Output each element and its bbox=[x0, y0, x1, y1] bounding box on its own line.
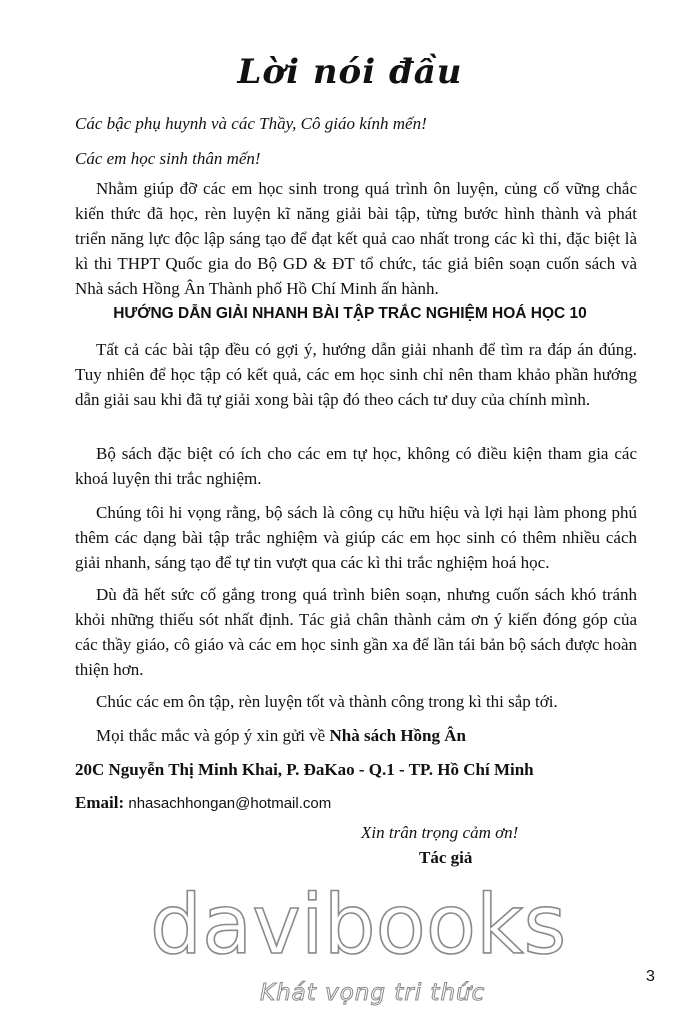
book-title-heading: HƯỚNG DẪN GIẢI NHANH BÀI TẬP TRẮC NGHIỆM HOÁ HỌC 10 bbox=[113, 305, 587, 322]
paragraph-hope bbox=[75, 500, 637, 575]
intro-paragraph bbox=[75, 176, 637, 301]
thanks-line: Xin trân trọng cảm ơn! bbox=[361, 823, 519, 842]
page-title: Lời nói đầu bbox=[237, 52, 463, 92]
contact-intro: Mọi thắc mắc và góp ý xin gửi về bbox=[96, 726, 330, 745]
greeting-parents-teachers: Các bậc phụ huynh và các Thầy, Cô giáo kính mến! bbox=[75, 114, 427, 133]
watermark-tagline: Khát vọng tri thức bbox=[260, 980, 486, 1006]
author-signature: Tác giả bbox=[419, 848, 473, 867]
paragraph-hope-text: Chúng tôi hi vọng rằng, bộ sách là công cụ hữu hiệu và lợi hại làm phong phú thêm các dạng bài tập trắc nghiệm và giúp các em học sinh có thêm nhiều cách giải nhanh, sáng tạo để tự tin vượt qua các kì thi trắc nghiệm hoá học. bbox=[75, 503, 637, 572]
paragraph-hints bbox=[75, 337, 637, 412]
email-line bbox=[75, 790, 637, 816]
paragraph-thanks-feedback-text: Dù đã hết sức cố gắng trong quá trình biên soạn, nhưng cuốn sách khó tránh khỏi những thiếu sót nhất định. Tác giả chân thành cảm ơn ý kiến đóng góp của các thầy giáo, cô giáo và các em học sinh gần xa để lần tái bản bộ sách được hoàn thiện hơn. bbox=[75, 585, 637, 679]
greeting-students: Các em học sinh thân mến! bbox=[75, 149, 261, 168]
intro-paragraph-text: Nhằm giúp đỡ các em học sinh trong quá trình ôn luyện, củng cố vững chắc kiến thức đã học, rèn luyện kĩ năng giải bài tập, từng bước hình thành và phát triển năng lực độc lập sáng tạo để đạt kết quả cao nhất trong các kì thi, đặc biệt là kì thi THPT Quốc gia do Bộ GD & ĐT tổ chức, tác giả biên soạn cuốn sách và Nhà sách Hồng Ân Thành phố Hồ Chí Minh ấn hành. bbox=[75, 179, 637, 298]
paragraph-self-study bbox=[75, 441, 637, 491]
publisher-name: Nhà sách Hồng Ân bbox=[329, 726, 466, 745]
paragraph-self-study-text: Bộ sách đặc biệt có ích cho các em tự học, không có điều kiện tham gia các khoá luyện thi trắc nghiệm. bbox=[75, 444, 637, 488]
watermark-brand: davibooks bbox=[150, 878, 567, 973]
paragraph-thanks-feedback bbox=[75, 582, 637, 682]
paragraph-wishes-text: Chúc các em ôn tập, rèn luyện tốt và thành công trong kì thi sắp tới. bbox=[96, 692, 558, 711]
paragraph-hints-text: Tất cả các bài tập đều có gợi ý, hướng dẫn giải nhanh để tìm ra đáp án đúng. Tuy nhiên để học tập có kết quả, các em học sinh chỉ nên tham khảo phần hướng dẫn giải sau khi đã tự giải xong bài tập đó theo cách tư duy của chính mình. bbox=[75, 340, 637, 409]
page-number: 3 bbox=[646, 968, 655, 985]
publisher-address: 20C Nguyễn Thị Minh Khai, P. ĐaKao - Q.1 - TP. Hồ Chí Minh bbox=[75, 760, 534, 779]
email-address: nhasachhongan@hotmail.com bbox=[128, 795, 332, 812]
paragraph-wishes bbox=[75, 689, 637, 714]
contact-line bbox=[75, 723, 637, 748]
email-label: Email: bbox=[75, 793, 125, 812]
